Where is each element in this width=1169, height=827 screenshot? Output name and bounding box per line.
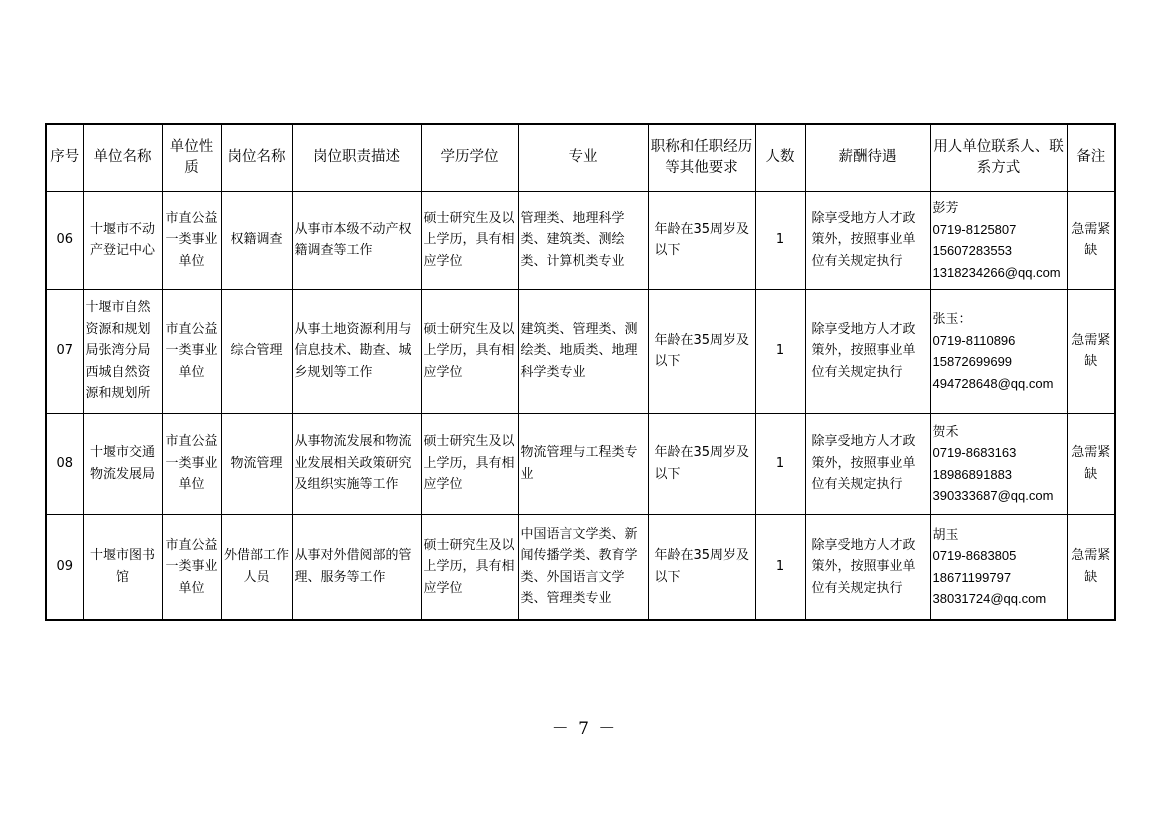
contact-name: 张玉： — [932, 311, 972, 326]
cell-salary: 除享受地方人才政策外，按照事业单位有关规定执行 — [805, 413, 930, 514]
contact-email: 494728648@qq.com — [932, 375, 1054, 391]
cell-nature: 市直公益一类事业单位 — [162, 191, 221, 289]
cell-seq: 07 — [46, 289, 83, 413]
cell-contact — [930, 413, 1067, 514]
cell-nature: 市直公益一类事业单位 — [162, 413, 221, 514]
contact-name: 胡玉 — [932, 526, 959, 542]
cell-duty: 从事土地资源利用与信息技术、勘查、城乡规划等工作 — [292, 289, 421, 413]
cell-major: 管理类、地理科学类、建筑类、测绘类、计算机类专业 — [518, 191, 648, 289]
cell-degree: 硕士研究生及以上学历，具有相应学位 — [421, 191, 518, 289]
contact-mobile: 15607283553 — [932, 243, 1013, 258]
cell-remark: 急需紧缺 — [1067, 514, 1115, 620]
cell-count: 1 — [755, 289, 805, 413]
header-duty: 岗位职责描述 — [292, 124, 421, 191]
cell-count: 1 — [755, 191, 805, 289]
cell-seq: 06 — [46, 191, 83, 289]
cell-major: 中国语言文学类、新闻传播学类、教育学类、外国语言文学类、管理类专业 — [518, 514, 648, 620]
cell-requirement: 年龄在35周岁及以下 — [648, 191, 755, 289]
cell-remark: 急需紧缺 — [1067, 191, 1115, 289]
cell-salary: 除享受地方人才政策外，按照事业单位有关规定执行 — [805, 289, 930, 413]
cell-degree: 硕士研究生及以上学历，具有相应学位 — [421, 289, 518, 413]
cell-seq: 09 — [46, 514, 83, 620]
header-major: 专业 — [518, 124, 648, 191]
contact-phone: 0719-8683805 — [932, 548, 1017, 564]
cell-major: 物流管理与工程类专业 — [518, 413, 648, 514]
recruitment-table — [45, 123, 1116, 621]
header-salary: 薪酬待遇 — [805, 124, 930, 191]
page-number: － 7 － — [551, 719, 618, 739]
cell-post: 综合管理 — [221, 289, 292, 413]
header-post: 岗位名称 — [221, 124, 292, 191]
cell-nature: 市直公益一类事业单位 — [162, 514, 221, 620]
table-row — [46, 289, 1115, 413]
cell-unit: 十堰市不动产登记中心 — [83, 191, 162, 289]
cell-duty: 从事物流发展和物流业发展相关政策研究及组织实施等工作 — [292, 413, 421, 514]
contact-name: 贺禾 — [932, 423, 959, 439]
table-header-row — [46, 124, 1115, 191]
cell-unit: 十堰市自然资源和规划局张湾分局西城自然资源和规划所 — [83, 289, 162, 413]
cell-nature: 市直公益一类事业单位 — [162, 289, 221, 413]
cell-count: 1 — [755, 514, 805, 620]
header-nature: 单位性质 — [162, 124, 221, 191]
contact-email: 38031724@qq.com — [932, 591, 1047, 607]
cell-remark: 急需紧缺 — [1067, 413, 1115, 514]
cell-requirement: 年龄在35周岁及以下 — [648, 514, 755, 620]
contact-mobile: 15872699699 — [932, 354, 1013, 369]
contact-email: 390333687@qq.com — [932, 488, 1054, 503]
cell-duty: 从事对外借阅部的管理、服务等工作 — [292, 514, 421, 620]
cell-salary: 除享受地方人才政策外，按照事业单位有关规定执行 — [805, 514, 930, 620]
cell-unit: 十堰市图书馆 — [83, 514, 162, 620]
header-remark: 备注 — [1067, 124, 1115, 191]
cell-unit: 十堰市交通物流发展局 — [83, 413, 162, 514]
contact-mobile: 18986891883 — [932, 466, 1013, 482]
cell-duty: 从事市本级不动产权籍调查等工作 — [292, 191, 421, 289]
cell-post: 外借部工作人员 — [221, 514, 292, 620]
cell-contact — [930, 514, 1067, 620]
header-count: 人数 — [755, 124, 805, 191]
cell-remark: 急需紧缺 — [1067, 289, 1115, 413]
cell-requirement: 年龄在35周岁及以下 — [648, 289, 755, 413]
contact-mobile: 18671199797 — [932, 569, 1012, 585]
contact-email: 1318234266@qq.com — [932, 264, 1061, 280]
cell-degree: 硕士研究生及以上学历，具有相应学位 — [421, 514, 518, 620]
table-row — [46, 191, 1115, 289]
cell-post: 物流管理 — [221, 413, 292, 514]
cell-count: 1 — [755, 413, 805, 514]
header-degree: 学历学位 — [421, 124, 518, 191]
header-title-req: 职称和任职经历等其他要求 — [648, 124, 755, 191]
contact-phone: 0719-8110896 — [932, 332, 1016, 348]
cell-seq: 08 — [46, 413, 83, 514]
table-row — [46, 413, 1115, 514]
contact-phone: 0719-8683163 — [932, 445, 1017, 460]
table-row — [46, 514, 1115, 620]
cell-degree: 硕士研究生及以上学历，具有相应学位 — [421, 413, 518, 514]
cell-contact — [930, 191, 1067, 289]
cell-salary: 除享受地方人才政策外，按照事业单位有关规定执行 — [805, 191, 930, 289]
contact-phone: 0719-8125807 — [932, 221, 1017, 237]
header-unit: 单位名称 — [83, 124, 162, 191]
cell-post: 权籍调查 — [221, 191, 292, 289]
cell-major: 建筑类、管理类、测绘类、地质类、地理科学类专业 — [518, 289, 648, 413]
contact-name: 彭芳 — [932, 200, 959, 215]
cell-requirement: 年龄在35周岁及以下 — [648, 413, 755, 514]
header-contact: 用人单位联系人、联系方式 — [930, 124, 1067, 191]
header-seq: 序号 — [46, 124, 83, 191]
cell-contact — [930, 289, 1067, 413]
